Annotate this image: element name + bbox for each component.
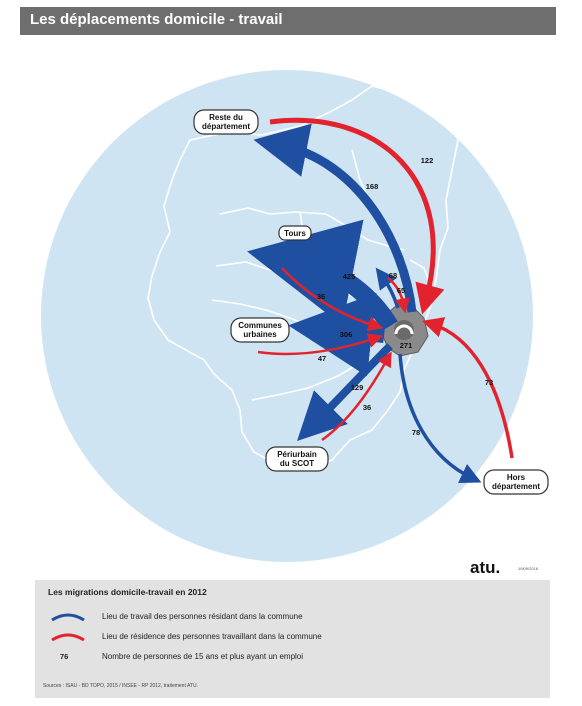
flow-to-communes xyxy=(330,330,384,336)
legend-row-blue: Lieu de travail des personnes résidant dans la commune xyxy=(48,610,528,624)
legend-row-red: Lieu de résidence des personnes travaillant dans la commune xyxy=(48,630,528,644)
svg-text:Périurbain: Périurbain xyxy=(277,450,317,459)
label-communes xyxy=(231,318,289,342)
legend-title: Les migrations domicile-travail en 2012 xyxy=(48,587,207,597)
label-hors xyxy=(484,470,548,494)
map-title: Les déplacements domicile - travail xyxy=(30,11,283,28)
value-tours-in: 36 xyxy=(316,292,326,301)
svg-text:Hors: Hors xyxy=(506,473,526,482)
legend xyxy=(35,580,550,698)
logo-date: 19/09/2016 xyxy=(518,566,539,571)
value-hors-in: 73 xyxy=(484,378,494,387)
value-peri-out: 129 xyxy=(350,383,364,392)
svg-text:Reste du: Reste du xyxy=(209,113,243,122)
svg-text:urbaines: urbaines xyxy=(243,330,277,339)
value-communes-out: 306 xyxy=(339,330,353,339)
value-tours-out: 425 xyxy=(342,272,356,281)
svg-text:Tours: Tours xyxy=(284,229,306,238)
value-communes-in: 47 xyxy=(317,354,327,363)
svg-text:du SCOT: du SCOT xyxy=(279,459,315,468)
red-arrow-icon xyxy=(48,630,88,644)
blue-arrow-icon xyxy=(48,610,88,624)
legend-number-sample: 76 xyxy=(60,652,69,661)
value-peri-in: 36 xyxy=(362,403,372,412)
value-hors-out: 78 xyxy=(411,428,421,437)
legend-row-number: 76 Nombre de personnes de 15 ans et plus ayant un emploi xyxy=(60,652,304,661)
atu-logo: atu. xyxy=(470,558,501,577)
value-local-a: 68 xyxy=(388,271,398,280)
commune-symbol-icon xyxy=(394,320,414,340)
source-note: Sources : ISAU - BD TOPO, 2015 / INSEE - RP 2012, traitement ATU. xyxy=(43,683,198,689)
value-reste-in: 122 xyxy=(420,156,434,165)
label-periurbain xyxy=(266,447,328,471)
value-reste-out: 168 xyxy=(365,182,379,191)
svg-text:département: département xyxy=(201,122,251,131)
label-tours xyxy=(279,226,311,240)
value-local-b: 65 xyxy=(396,286,406,295)
value-internal: 271 xyxy=(399,341,413,350)
svg-text:département: département xyxy=(491,482,541,491)
svg-text:Communes: Communes xyxy=(238,321,282,330)
label-reste xyxy=(194,110,258,134)
